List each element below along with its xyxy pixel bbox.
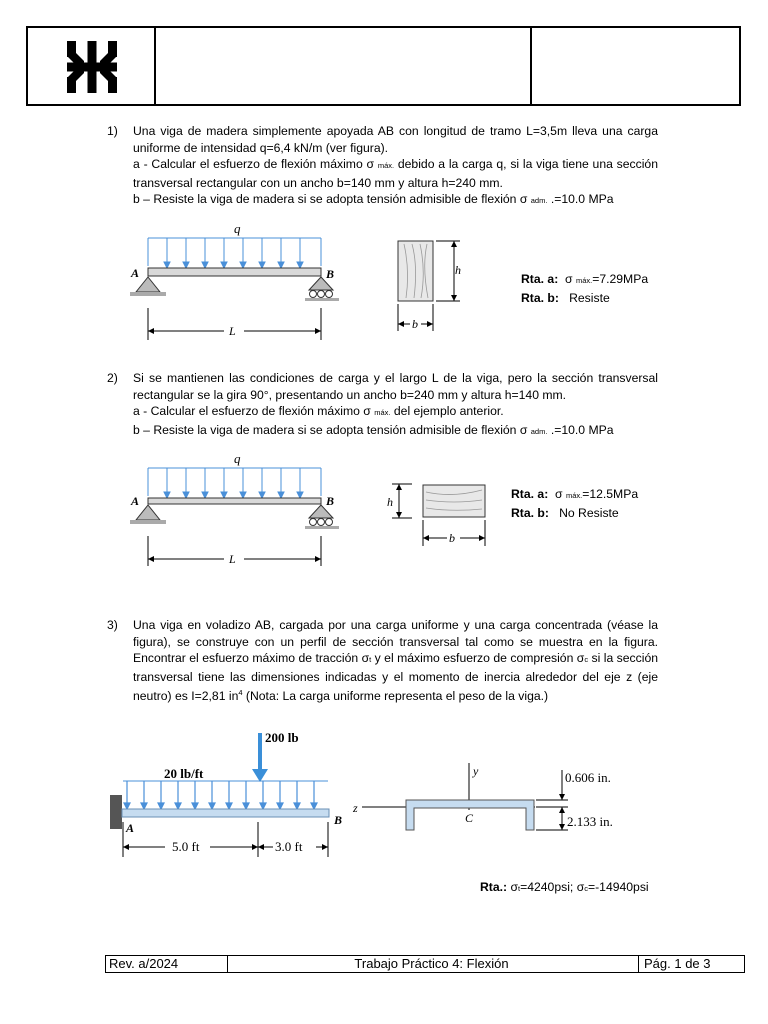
answer-2: Rta. a: σ máx.=12.5MPa Rta. b: No Resiste [511,487,639,520]
problem-part-a: a - Calcular el esfuerzo de flexión máximo σ máx. del ejemplo anterior. [133,404,504,418]
dimension-label-h: h [387,495,393,509]
point-label-b: B [334,813,343,827]
problem-number: 3) [107,618,118,632]
dimension-label-bottom: 2.133 in. [567,814,613,829]
problem-number: 1) [107,124,118,138]
utn-logo-icon [62,37,122,97]
distributed-load-label: 20 lb/ft [164,766,204,781]
footer-title: Trabajo Práctico 4: Flexión [225,956,639,972]
problem-number: 2) [107,371,118,385]
point-label-a: A [131,494,140,508]
point-load-label: 200 lb [265,730,299,745]
dimension-label-h: h [455,263,461,277]
dimension-label-top: 0.606 in. [565,770,611,785]
logo-cell [28,28,156,104]
beam-figure-1 [120,218,350,343]
span-label-2: 3.0 ft [275,839,303,854]
cantilever-figure [105,725,355,860]
problem-2 [108,370,658,440]
answer-3: Rta.: σt=4240psi; σc=-14940psi [480,880,649,894]
beam-figure-2 [120,448,350,573]
problem-statement: Una viga de madera simplemente apoyada AB con longitud de tramo L=3,5m lleva una carga uniforme de intensidad q=6,4 kN/m (ver figura). [133,124,658,155]
cross-section-figure-2 [382,474,497,550]
footer-revision: Rev. a/2024 [106,956,228,972]
axis-label-y: y [473,764,479,778]
dimension-label-b: b [449,531,455,545]
problem-3 [108,617,658,705]
load-label-q: q [234,221,241,236]
problem-part-b: b – Resiste la viga de madera si se adopta tensión admisible de flexión σ adm. .=10.0 MPa [133,192,614,206]
dimension-label-b: b [412,317,418,331]
document-header [26,26,741,106]
problem-statement: Una viga en voladizo AB, cargada por una carga uniforme y una carga concentrada (véase la figura), se construye con un perfil de sección transversal tal como se muestra en la figura. Encontrar el esfuerzo máximo de tracción σt y el máximo esfuerzo de compresión σc si la sección transversal tiene las dimensiones indicadas y el momento de inercia alrededor del eje z (eje neutro) es I=2,81 $in^4$ (Nota: La carga uniforme representa el peso de la viga.) [133,618,658,704]
dimension-label-l: L [229,552,236,566]
point-label-a: A [131,266,140,280]
header-title-cell [156,28,532,104]
channel-section-figure [350,758,640,840]
problem-part-b: b – Resiste la viga de madera si se adopta tensión admisible de flexión σ adm. .=10.0 MPa [133,422,614,437]
span-label-1: 5.0 ft [172,839,200,854]
cross-section-figure-1 [390,236,480,336]
document-footer [105,955,745,973]
problem-1 [108,123,658,210]
dimension-label-l: L [229,324,236,338]
point-label-b: B [326,494,335,508]
axis-label-z: z [353,801,358,815]
point-label-a: A [126,821,135,835]
point-label-b: B [326,267,335,281]
problem-part-a: a - Calcular el esfuerzo de flexión máximo σ máx. debido a la carga q, si la viga tiene una sección transversal rectangular con un ancho b=140 mm y altura h=240 mm. [133,157,658,190]
problem-statement: Si se mantienen las condiciones de carga y el largo L de la viga, pero la sección transversal rectangular se la gira 90°, presentando un ancho b=240 mm y altura h=140 mm. [133,371,658,402]
centroid-label-c: C [465,811,474,825]
load-label-q: q [234,451,241,466]
answer-1: Rta. a: σ máx.=7.29MPa Rta. b: Resiste [521,272,649,305]
footer-page: Pág. 1 de 3 [644,956,711,971]
